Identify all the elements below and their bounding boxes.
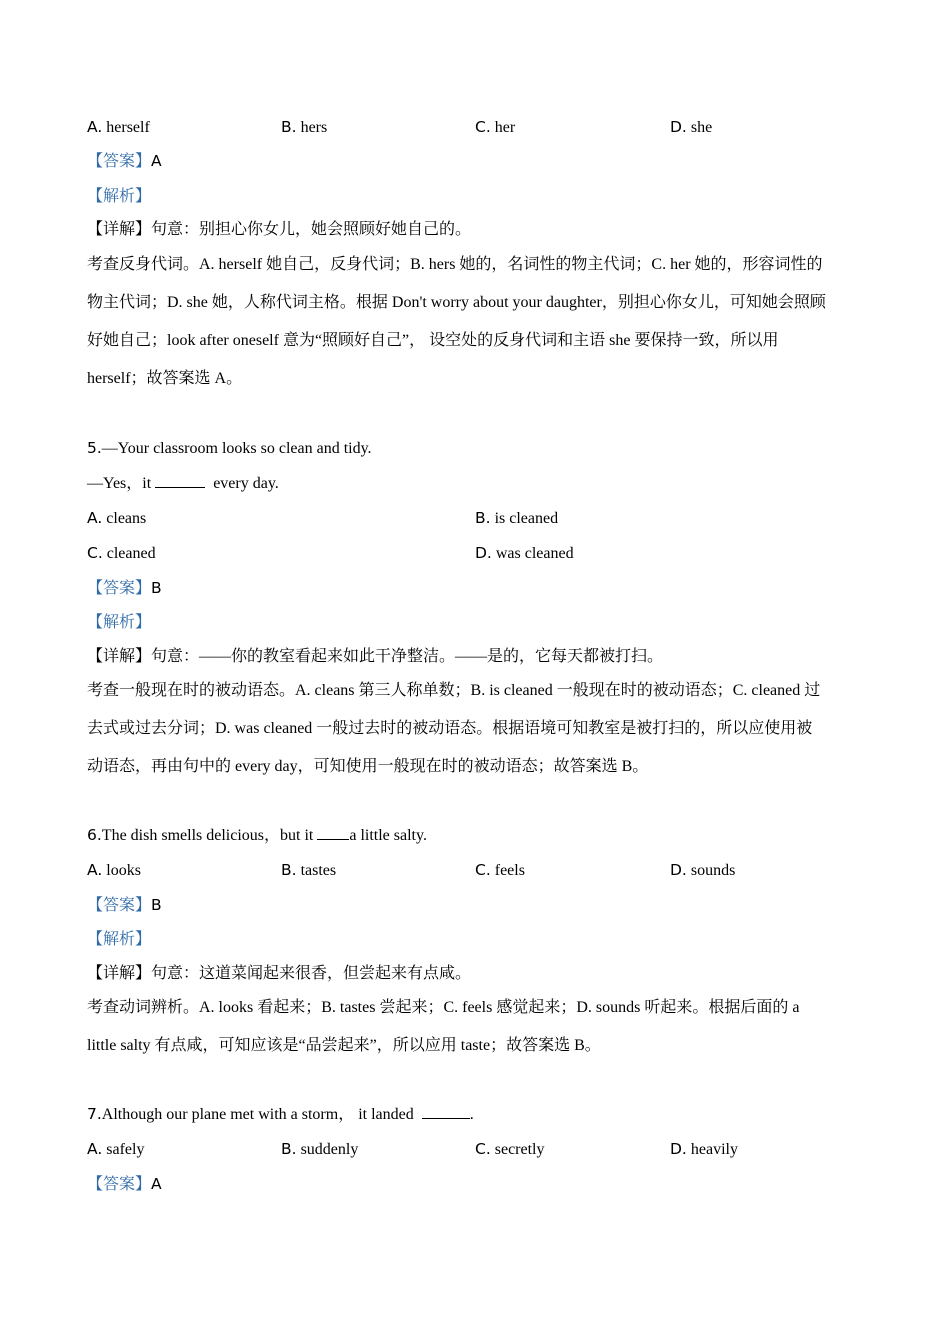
q4-answer: 【答案】A <box>87 152 162 170</box>
q6-option-a: A. looks <box>87 861 141 879</box>
q5-explain-line-1: 考查一般现在时的被动语态。A. cleans 第三人称单数；B. is cleaned 一般现在时的被动语态；C. cleaned 过 <box>87 682 821 699</box>
q5-blank <box>155 473 205 488</box>
q5-option-a: A. cleans <box>87 509 147 527</box>
q5-option-c: C. cleaned <box>87 544 156 562</box>
q5-answer: 【答案】B <box>87 579 162 597</box>
q4-detail: 【详解】句意：别担心你女儿，她会照顾好她自己的。 <box>87 221 472 238</box>
q7-stem: 7.Although our plane met with a storm， it landed . <box>87 1105 474 1123</box>
q6-option-b: B. tastes <box>281 861 337 879</box>
q5-stem-line-2: —Yes，it every day. <box>87 475 279 492</box>
q7-option-a: A. safely <box>87 1140 145 1158</box>
q7-option-d: D. heavily <box>670 1140 738 1158</box>
q4-explain-line-1: 考查反身代词。A. herself 她自己，反身代词；B. hers 她的，名词性的物主代词；C. her 她的，形容词性的 <box>87 256 823 273</box>
q4-option-a: A. herself <box>87 118 150 136</box>
q6-explain-line-2: little salty 有点咸，可知应该是“品尝起来”，所以应用 taste；故答案选 B。 <box>87 1037 601 1054</box>
q6-stem: 6.The dish smells delicious，but it a little salty. <box>87 826 427 844</box>
q4-option-b: B. hers <box>281 118 328 136</box>
q5-stem-line-1: 5.—Your classroom looks so clean and tidy. <box>87 439 372 457</box>
q7-option-b: B. suddenly <box>281 1140 359 1158</box>
q4-explain-line-4: herself；故答案选 A。 <box>87 370 243 387</box>
q4-analysis-tag: 【解析】 <box>87 188 152 205</box>
q5-option-d: D. was cleaned <box>475 544 574 562</box>
q5-explain-line-2: 去式或过去分词；D. was cleaned 一般过去时的被动语态。根据语境可知教室是被打扫的，所以应使用被 <box>87 720 813 737</box>
q7-answer: 【答案】A <box>87 1175 162 1193</box>
q7-option-c: C. secretly <box>475 1140 545 1158</box>
q4-explain-line-2: 物主代词；D. she 她，人称代词主格。根据 Don't worry about your daughter，别担心你女儿，可知她会照顾 <box>87 294 826 311</box>
q6-answer: 【答案】B <box>87 896 162 914</box>
q5-analysis-tag: 【解析】 <box>87 614 152 631</box>
q6-analysis-tag: 【解析】 <box>87 931 152 948</box>
q6-explain-line-1: 考查动词辨析。A. looks 看起来；B. tastes 尝起来；C. feels 感觉起来；D. sounds 听起来。根据后面的 a <box>87 999 800 1016</box>
q6-detail: 【详解】句意：这道菜闻起来很香，但尝起来有点咸。 <box>87 965 472 982</box>
q5-option-b: B. is cleaned <box>475 509 559 527</box>
q5-explain-line-3: 动语态，再由句中的 every day，可知使用一般现在时的被动语态；故答案选 B。 <box>87 758 649 775</box>
q4-explain-line-3: 好她自己；look after oneself 意为“照顾好自己”， 设空处的反身代词和主语 she 要保持一致，所以用 <box>87 332 779 349</box>
q4-option-d: D. she <box>670 118 713 136</box>
q7-blank <box>422 1104 470 1119</box>
q6-blank <box>317 825 349 840</box>
q4-option-c: C. her <box>475 118 516 136</box>
q6-option-d: D. sounds <box>670 861 736 879</box>
q5-detail: 【详解】句意：——你的教室看起来如此干净整洁。——是的，它每天都被打扫。 <box>87 648 664 665</box>
q6-option-c: C. feels <box>475 861 525 879</box>
